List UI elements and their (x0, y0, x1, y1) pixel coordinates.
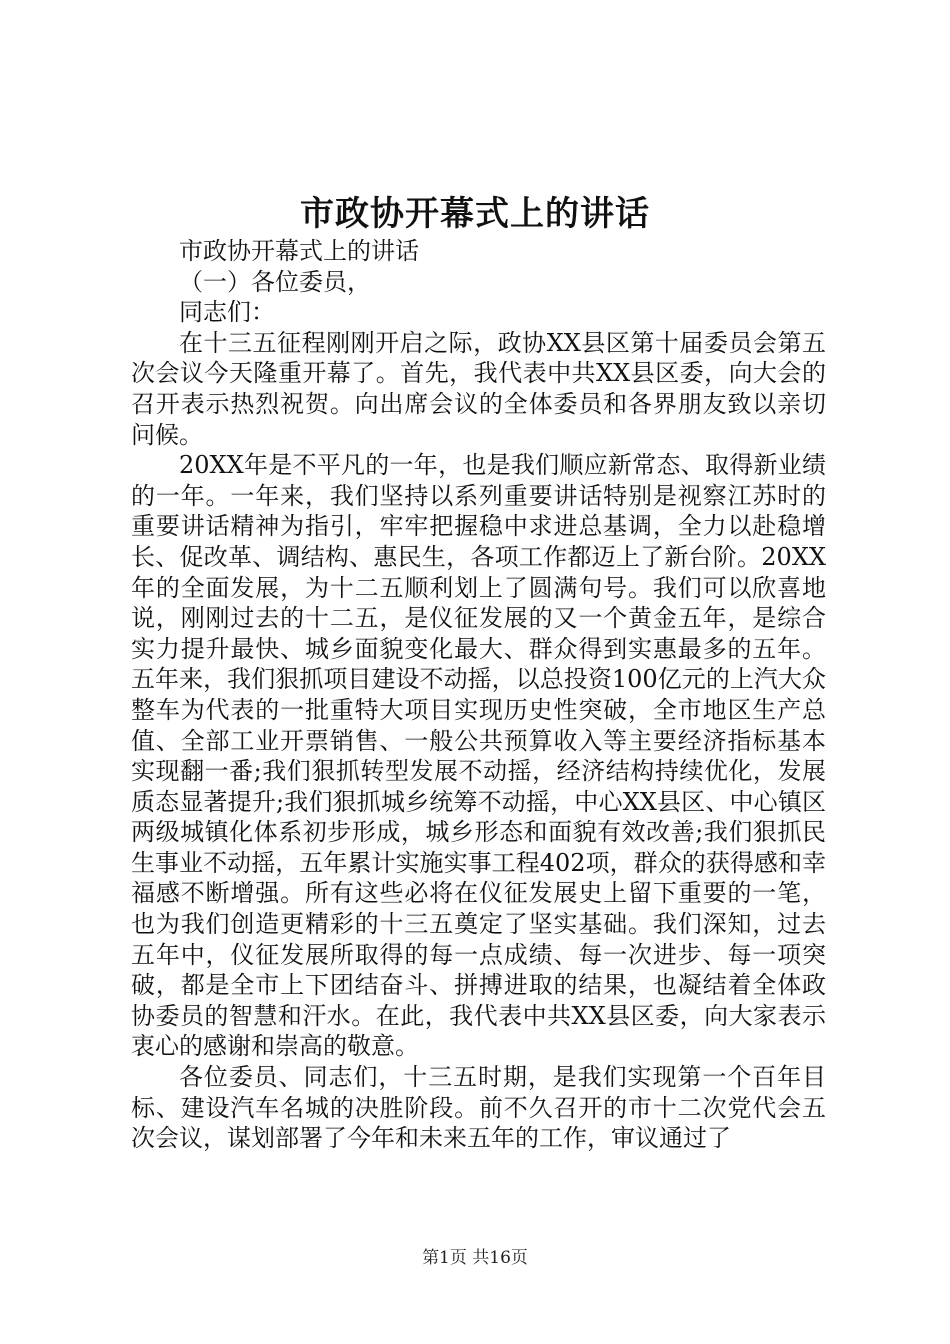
paragraph-review: 20XX年是不平凡的一年，也是我们顺应新常态、取得新业绩的一年。一年来，我们坚持以系列重要讲话特别是视察江苏时的重要讲话精神为指引，牢牢把握稳中求进总基调，全力以赴稳增长、促改革、调结构、惠民生，各项工作都迈上了新台阶。20XX年的全面发展，为十二五顺利划上了圆满句号。我们可以欣喜地说，刚刚过去的十二五，是仪征发展的又一个黄金五年，是综合实力提升最快、城乡面貌变化最大、群众得到实惠最多的五年。五年来，我们狠抓项目建设不动摇，以总投资100亿元的上汽大众整车为代表的一批重特大项目实现历史性突破，全市地区生产总值、全部工业开票销售、一般公共预算收入等主要经济指标基本实现翻一番;我们狠抓转型发展不动摇，经济结构持续优化，发展质态显著提升;我们狠抓城乡统筹不动摇，中心XX县区、中心镇区两级城镇化体系初步形成，城乡形态和面貌有效改善;我们狠抓民生事业不动摇，五年累计实施实事工程402项，群众的获得感和幸福感不断增强。所有这些必将在仪征发展史上留下重要的一笔，也为我们创造更精彩的十三五奠定了坚实基础。我们深知，过去五年中，仪征发展所取得的每一点成绩、每一次进步、每一项突破，都是全市上下团结奋斗、拼搏进取的结果，也凝结着全体政协委员的智慧和汗水。在此，我代表中共XX县区委，向大家表示衷心的感谢和崇高的敬意。 (131, 451, 826, 1061)
paragraph-subtitle: 市政协开幕式上的讲话 (179, 237, 419, 265)
paragraph-opening: 在十三五征程刚刚开启之际，政协XX县区第十届委员会第五次会议今天隆重开幕了。首先，我代表中共XX县区委，向大会的召开表示热烈祝贺。向出席会议的全体委员和各界朋友致以亲切问候。 (131, 328, 826, 449)
paragraph-salutation-members: （一）各位委员， (179, 267, 371, 296)
page-number-footer: 第1页 共16页 (422, 1248, 528, 1268)
paragraph-outlook: 各位委员、同志们，十三五时期，是我们实现第一个百年目标、建设汽车名城的决胜阶段。前不久召开的市十二次党代会五次会议，谋划部署了今年和未来五年的工作，审议通过了 (131, 1063, 826, 1153)
page-title: 市政协开幕式上的讲话 (300, 194, 650, 234)
paragraph-salutation-comrades: 同志们： (179, 298, 275, 327)
document-body (131, 236, 826, 1154)
